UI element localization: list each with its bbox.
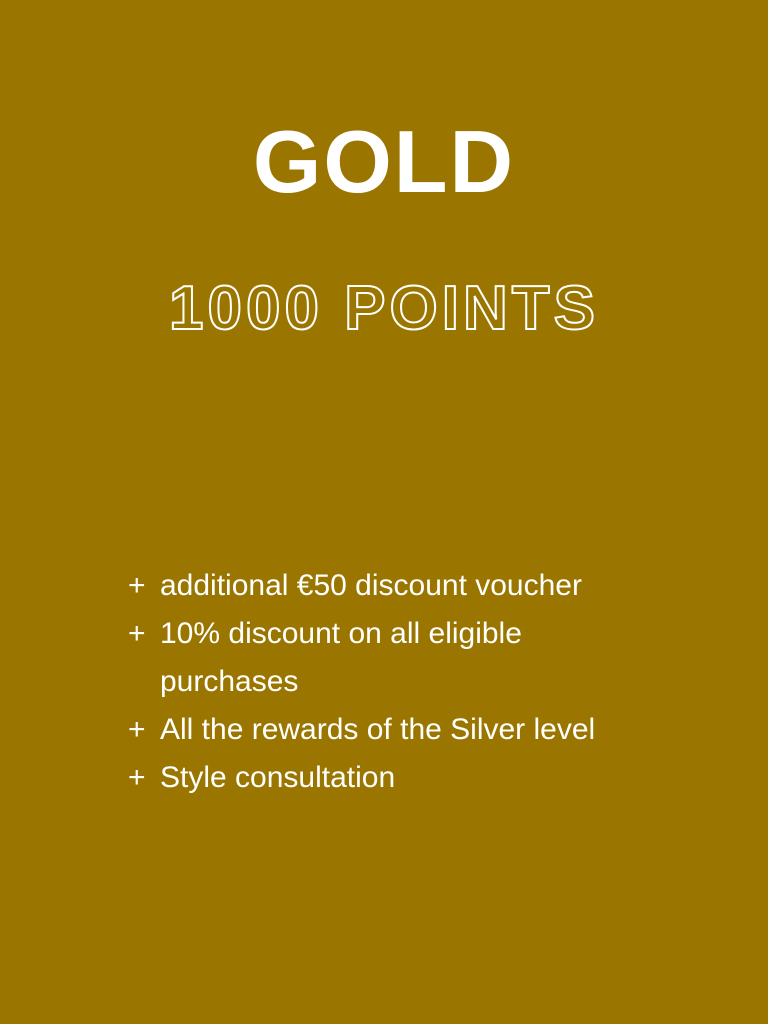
benefits-list bbox=[128, 562, 648, 802]
benefit-text: Style consultation bbox=[160, 761, 396, 794]
plus-icon: + bbox=[128, 569, 146, 602]
plus-icon: + bbox=[128, 761, 146, 794]
list-item bbox=[128, 754, 648, 802]
page-title: GOLD bbox=[252, 112, 516, 211]
list-item bbox=[128, 562, 648, 610]
plus-icon: + bbox=[128, 713, 146, 746]
list-item bbox=[128, 706, 648, 754]
benefit-text: 10% discount on all eligible purchases bbox=[160, 617, 522, 698]
list-item bbox=[128, 610, 648, 706]
plus-icon: + bbox=[128, 617, 146, 650]
benefit-text: All the rewards of the Silver level bbox=[160, 713, 596, 746]
benefit-text: additional €50 discount voucher bbox=[160, 569, 582, 602]
points-label: 1000 POINTS bbox=[169, 274, 599, 343]
